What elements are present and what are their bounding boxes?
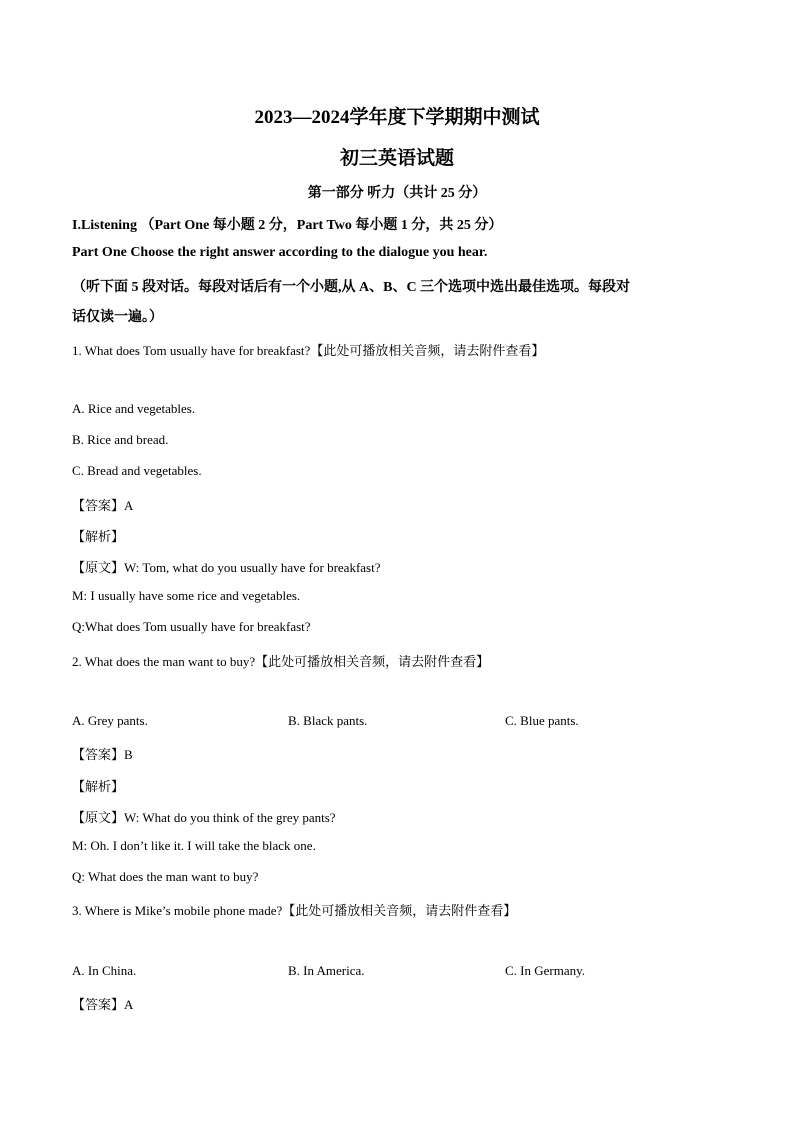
question-2: 2. What does the man want to buy?【此处可播放相关音频，请去附件查看】 [72, 654, 490, 669]
question-3: 3. Where is Mike’s mobile phone made?【此处可播放相关音频，请去附件查看】 [72, 903, 517, 918]
question-1: 1. What does Tom usually have for breakfast?【此处可播放相关音频，请去附件查看】 [72, 343, 545, 358]
page-title: 2023—2024学年度下学期期中测试 [254, 107, 540, 128]
q1-transcript-2: M: I usually have some rice and vegetables. [72, 588, 301, 603]
q3-answer: 【答案】A [72, 997, 134, 1012]
q2-transcript-2: M: Oh. I don’t like it. I will take the black one. [72, 838, 316, 853]
q3-option-c: C. In Germany. [505, 963, 586, 978]
q2-transcript-3: Q: What does the man want to buy? [72, 869, 259, 884]
q3-option-b: B. In America. [288, 963, 365, 978]
q1-option-b: B. Rice and bread. [72, 432, 169, 447]
listening-heading: I.Listening （Part One 每小题 2 分，Part Two 每小题 1 分，共 25 分） [72, 218, 503, 233]
q2-option-a: A. Grey pants. [72, 713, 148, 728]
q1-analysis: 【解析】 [72, 529, 125, 544]
q2-analysis: 【解析】 [72, 779, 125, 794]
q1-option-c: C. Bread and vegetables. [72, 463, 202, 478]
instruction-line-2: 话仅读一遍。） [72, 310, 163, 325]
q1-option-a: A. Rice and vegetables. [72, 401, 196, 416]
q2-transcript-1: 【原文】W: What do you think of the grey pants? [72, 810, 336, 825]
q2-option-c: C. Blue pants. [505, 713, 579, 728]
part-one-heading: Part One Choose the right answer according to the dialogue you hear. [72, 245, 488, 260]
instruction-line-1: （听下面 5 段对话。每段对话后有一个小题,从 A、B、C 三个选项中选出最佳选项。每段对 [72, 280, 631, 295]
q2-answer: 【答案】B [72, 747, 133, 762]
q3-option-a: A. In China. [72, 963, 137, 978]
q1-answer: 【答案】A [72, 498, 134, 513]
page-subtitle: 初三英语试题 [339, 148, 454, 169]
q2-option-b: B. Black pants. [288, 713, 368, 728]
q1-transcript-3: Q:What does Tom usually have for breakfast? [72, 619, 311, 634]
section-heading: 第一部分 听力（共计 25 分） [307, 186, 487, 201]
q1-transcript-1: 【原文】W: Tom, what do you usually have for breakfast? [72, 560, 381, 575]
